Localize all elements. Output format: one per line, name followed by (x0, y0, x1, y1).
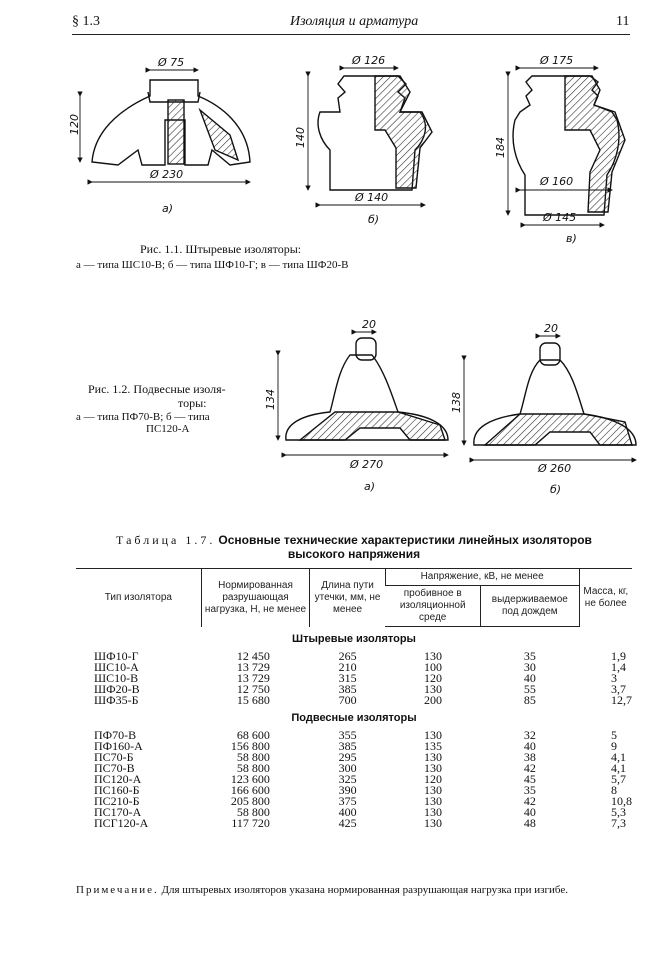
table-body (76, 627, 632, 830)
section-title: Штыревые изоляторы (292, 632, 416, 645)
table-cell: 38 (523, 750, 536, 764)
page-number: 11 (616, 14, 630, 29)
fig12-caption-l2: торы: (178, 396, 207, 410)
col-header-mass: Масса, кг, не более (579, 569, 632, 627)
fig11-caption-text: а — типа ШС10-В; б — типа ШФ10-Г; в — типа ШФ20-В (76, 259, 349, 271)
table-cell: 42 (523, 794, 536, 808)
section-row (76, 706, 632, 730)
insulator-c-drawing (513, 76, 625, 215)
table-cell: 5,3 (611, 805, 626, 819)
table-cell: 130 (423, 750, 442, 764)
dim-sa-base: Ø 270 (350, 458, 384, 471)
table-cell: 205 800 (230, 794, 270, 808)
table-cell: ПС210-Б (94, 794, 140, 808)
dim-sa-top: 20 (362, 318, 376, 331)
table-cell: ШС10-В (94, 671, 139, 685)
dim-c-base: Ø 145 (543, 211, 577, 224)
table-cell: 58 800 (236, 750, 270, 764)
table-cell: ПС120-А (94, 772, 142, 786)
table-cell: 1,9 (611, 649, 626, 663)
table-cell: 9 (611, 739, 617, 753)
insulator-suspension-a-drawing (286, 338, 448, 440)
table-cell: 100 (423, 660, 442, 674)
table-cell: 135 (423, 739, 442, 753)
table-cell: 13 729 (236, 660, 270, 674)
section-row (76, 627, 632, 652)
table-cell: ПФ160-А (94, 739, 143, 753)
table-row (76, 695, 632, 706)
table-cell: 7,3 (611, 816, 626, 830)
table-cell: 325 (338, 772, 357, 786)
table-cell: ШС10-А (94, 660, 139, 674)
dim-c-mid: Ø 160 (540, 175, 574, 188)
table-cell: 130 (423, 816, 442, 830)
col-header-pierce: пробивное в изоляционной среде (385, 586, 480, 627)
insulator-b-drawing (318, 76, 432, 190)
note-text: Для штыревых изоляторов указана нормированная разрушающая нагрузка при изгибе. (161, 884, 568, 896)
table-cell: 10,8 (611, 794, 632, 808)
table-row (76, 818, 632, 829)
table-cell: 8 (611, 783, 617, 797)
table-cell: 390 (338, 783, 357, 797)
table-cell: 295 (338, 750, 357, 764)
table-cell: 85 (523, 693, 536, 707)
table-cell: ШФ35-Б (94, 693, 139, 707)
dim-c-height: 184 (494, 137, 507, 158)
table-cell: ПФ70-В (94, 728, 137, 742)
table-cell: 156 800 (230, 739, 270, 753)
fig11-label-b: б) (368, 213, 380, 226)
table-cell: 12 750 (236, 682, 270, 696)
table-cell: ШФ10-Г (94, 649, 139, 663)
dim-sb-base: Ø 260 (538, 462, 572, 475)
running-title: Изоляция и арматура (290, 14, 419, 29)
dim-sb-top: 20 (544, 322, 558, 335)
col-header-type: Тип изолятора (76, 569, 201, 627)
section-number: § 1.3 (72, 14, 100, 29)
col-header-leak: Длина пути утечки, мм, не менее (310, 569, 385, 627)
table-cell: 120 (423, 772, 442, 786)
col-header-voltage: Напряжение, кВ, не менее (385, 569, 579, 586)
dim-c-top: Ø 175 (540, 54, 574, 67)
fig11-label-c: в) (566, 232, 577, 245)
table-cell: ШФ20-В (94, 682, 140, 696)
table-cell: 5,7 (611, 772, 626, 786)
note-label: Примечание. (76, 884, 159, 896)
table-cell: 130 (423, 805, 442, 819)
fig11-label-a: а) (162, 202, 174, 215)
table-cell: 130 (423, 761, 442, 775)
table-cell: 35 (523, 649, 536, 663)
table-cell: 42 (523, 761, 536, 775)
table-cell: 5 (611, 728, 617, 742)
table-cell: 15 680 (236, 693, 270, 707)
table-caption-prefix: Таблица 1.7. (116, 533, 216, 547)
table-cell: 3,7 (611, 682, 626, 696)
table-cell: 13 729 (236, 671, 270, 685)
table-cell: ПС170-А (94, 805, 142, 819)
table-cell: 166 600 (230, 783, 270, 797)
table-cell: 40 (523, 671, 536, 685)
table-cell: 130 (423, 649, 442, 663)
table-note (76, 884, 632, 897)
table-caption (84, 533, 624, 561)
table-caption-title2: высокого напряжения (287, 547, 421, 561)
dim-b-base: Ø 140 (355, 191, 389, 204)
dim-a-top: Ø 75 (158, 56, 185, 69)
table-cell: 40 (523, 739, 536, 753)
table-cell: 48 (523, 816, 536, 830)
table-cell: ПС160-Б (94, 783, 140, 797)
table-cell: 265 (338, 649, 357, 663)
table-cell: 130 (423, 682, 442, 696)
table-cell: 200 (423, 693, 442, 707)
table-cell: 12,7 (611, 693, 632, 707)
table-cell: 45 (523, 772, 536, 786)
table-cell: 30 (523, 660, 536, 674)
table-cell: 385 (338, 739, 357, 753)
fig12-label-b: б) (550, 483, 562, 496)
table-cell: 130 (423, 728, 442, 742)
table-cell: 12 450 (236, 649, 270, 663)
fig12-label-a: а) (364, 480, 376, 493)
table-cell: 58 800 (236, 805, 270, 819)
table-cell: 385 (338, 682, 357, 696)
table-cell: 120 (423, 671, 442, 685)
insulator-suspension-b-drawing (474, 343, 636, 445)
table-cell: ПСГ120-А (94, 816, 149, 830)
table-cell: 123 600 (230, 772, 270, 786)
section-title: Подвесные изоляторы (291, 711, 417, 724)
table-cell: 425 (338, 816, 357, 830)
dim-a-base: Ø 230 (150, 168, 184, 181)
table-cell: 40 (523, 805, 536, 819)
dim-b-top: Ø 126 (352, 54, 386, 67)
table-cell: 130 (423, 783, 442, 797)
table-cell: 400 (338, 805, 357, 819)
table-cell: 4,1 (611, 761, 626, 775)
table-cell: ПС70-Б (94, 750, 134, 764)
fig12-caption-l1: Рис. 1.2. Подвесные изоля- (88, 382, 226, 396)
table-cell: 32 (523, 728, 536, 742)
table-cell: 315 (338, 671, 357, 685)
table-cell: 58 800 (236, 761, 270, 775)
table-caption-title: Основные технические характеристики линейных изоляторов (218, 533, 592, 547)
insulator-table (76, 568, 632, 829)
table-cell: 117 720 (231, 816, 270, 830)
dim-b-height: 140 (294, 127, 307, 148)
insulator-a-drawing (92, 80, 250, 165)
table-cell: 700 (338, 693, 357, 707)
table-cell: 1,4 (611, 660, 626, 674)
table-cell: ПС70-В (94, 761, 135, 775)
table-cell: 355 (338, 728, 357, 742)
table-cell: 55 (523, 682, 536, 696)
table-cell: 4,1 (611, 750, 626, 764)
dim-a-height: 120 (68, 114, 81, 135)
table-cell: 3 (611, 671, 617, 685)
table-cell: 375 (338, 794, 357, 808)
fig12-caption-l3: а — типа ПФ70-В; б — типа (76, 411, 210, 423)
col-header-load: Нормированная разрушающая нагрузка, Н, не менее (201, 569, 310, 627)
table-cell: 130 (423, 794, 442, 808)
dim-sa-height: 134 (264, 389, 277, 410)
fig12-caption-l4: ПС120-А (146, 423, 190, 435)
table-cell: 210 (338, 660, 357, 674)
fig11-caption-title: Рис. 1.1. Штыревые изоляторы: (140, 242, 302, 256)
dim-sb-height: 138 (450, 392, 463, 413)
table-cell: 68 600 (236, 728, 270, 742)
table-cell: 35 (523, 783, 536, 797)
table-cell: 300 (338, 761, 357, 775)
col-header-withstand: выдерживаемое под дождем (481, 586, 579, 627)
